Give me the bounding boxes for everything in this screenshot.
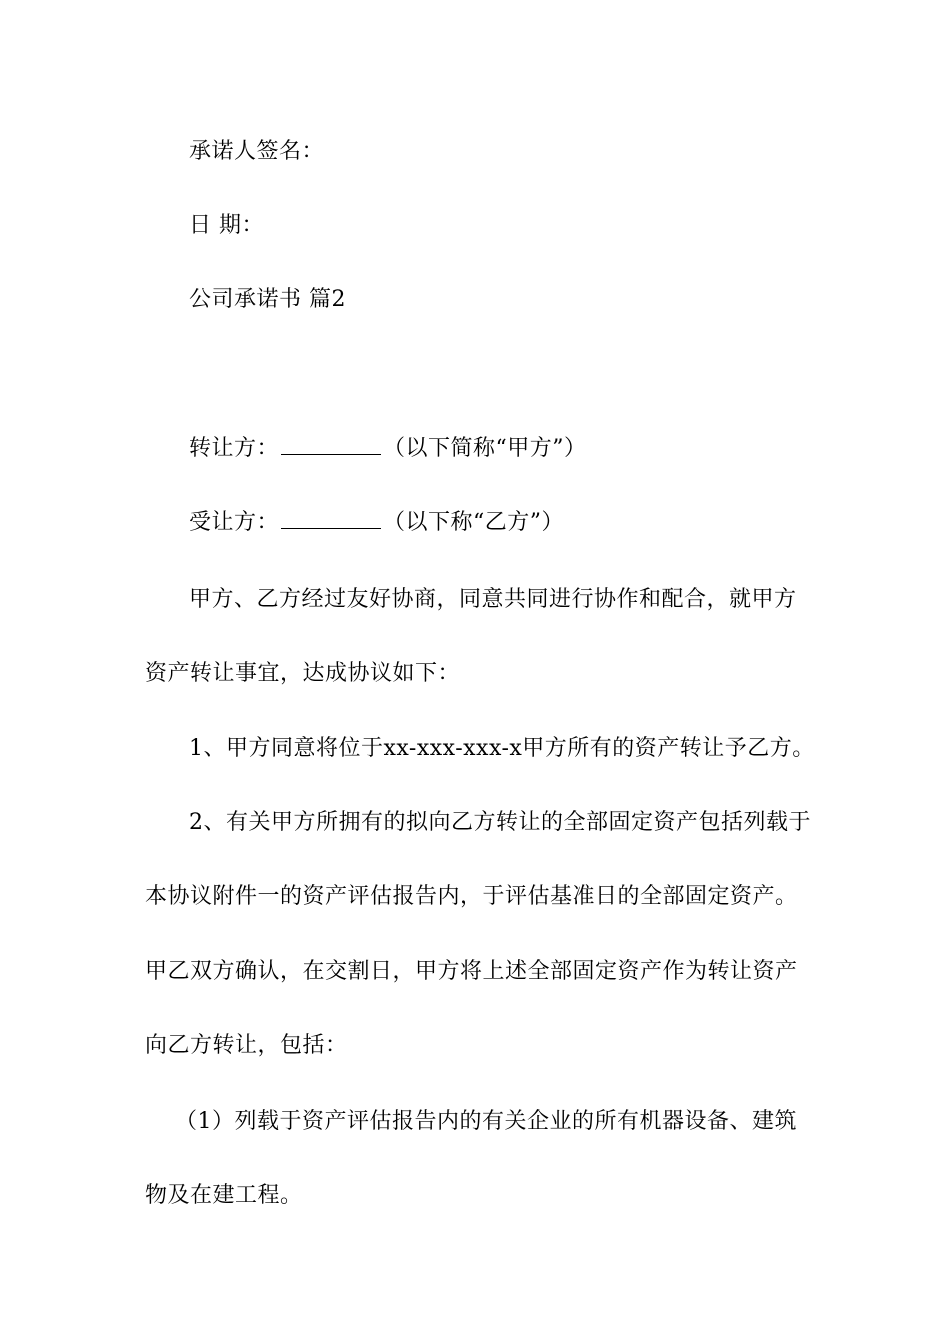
subclause-1-line: 物及在建工程。 (145, 1183, 303, 1208)
transferee-blank (281, 510, 381, 529)
clause-2-line: 2、有关甲方所拥有的拟向乙方转让的全部固定资产包括列载于 (189, 810, 811, 835)
clause-2-line: 向乙方转让，包括： (145, 1033, 348, 1058)
paragraph-line: 甲方、乙方经过友好协商，同意共同进行协作和配合，就甲方 (189, 587, 797, 612)
section-title: 公司承诺书 篇2 (189, 287, 346, 312)
paragraph-line: 资产转让事宜，达成协议如下： (145, 661, 461, 686)
transferee-suffix: （以下称“乙方”） (383, 510, 565, 535)
transferor-blank (281, 436, 381, 455)
subclause-1-line: （1）列载于资产评估报告内的有关企业的所有机器设备、建筑 (175, 1109, 797, 1134)
transferor-suffix: （以下简称“甲方”） (383, 436, 587, 461)
date-label: 日 期： (189, 213, 264, 238)
clause-1: 1、甲方同意将位于xx-xxx-xxx-x甲方所有的资产转让予乙方。 (189, 736, 815, 761)
transferor-label: 转让方： (189, 436, 280, 461)
transferee-line (189, 508, 564, 538)
transferee-label: 受让方： (189, 510, 280, 535)
signature-label: 承诺人签名： (189, 139, 325, 164)
transferor-line (189, 434, 587, 464)
clause-2-line: 甲乙双方确认，在交割日，甲方将上述全部固定资产作为转让资产 (145, 959, 798, 984)
clause-2-line: 本协议附件一的资产评估报告内，于评估基准日的全部固定资产。 (145, 884, 798, 909)
